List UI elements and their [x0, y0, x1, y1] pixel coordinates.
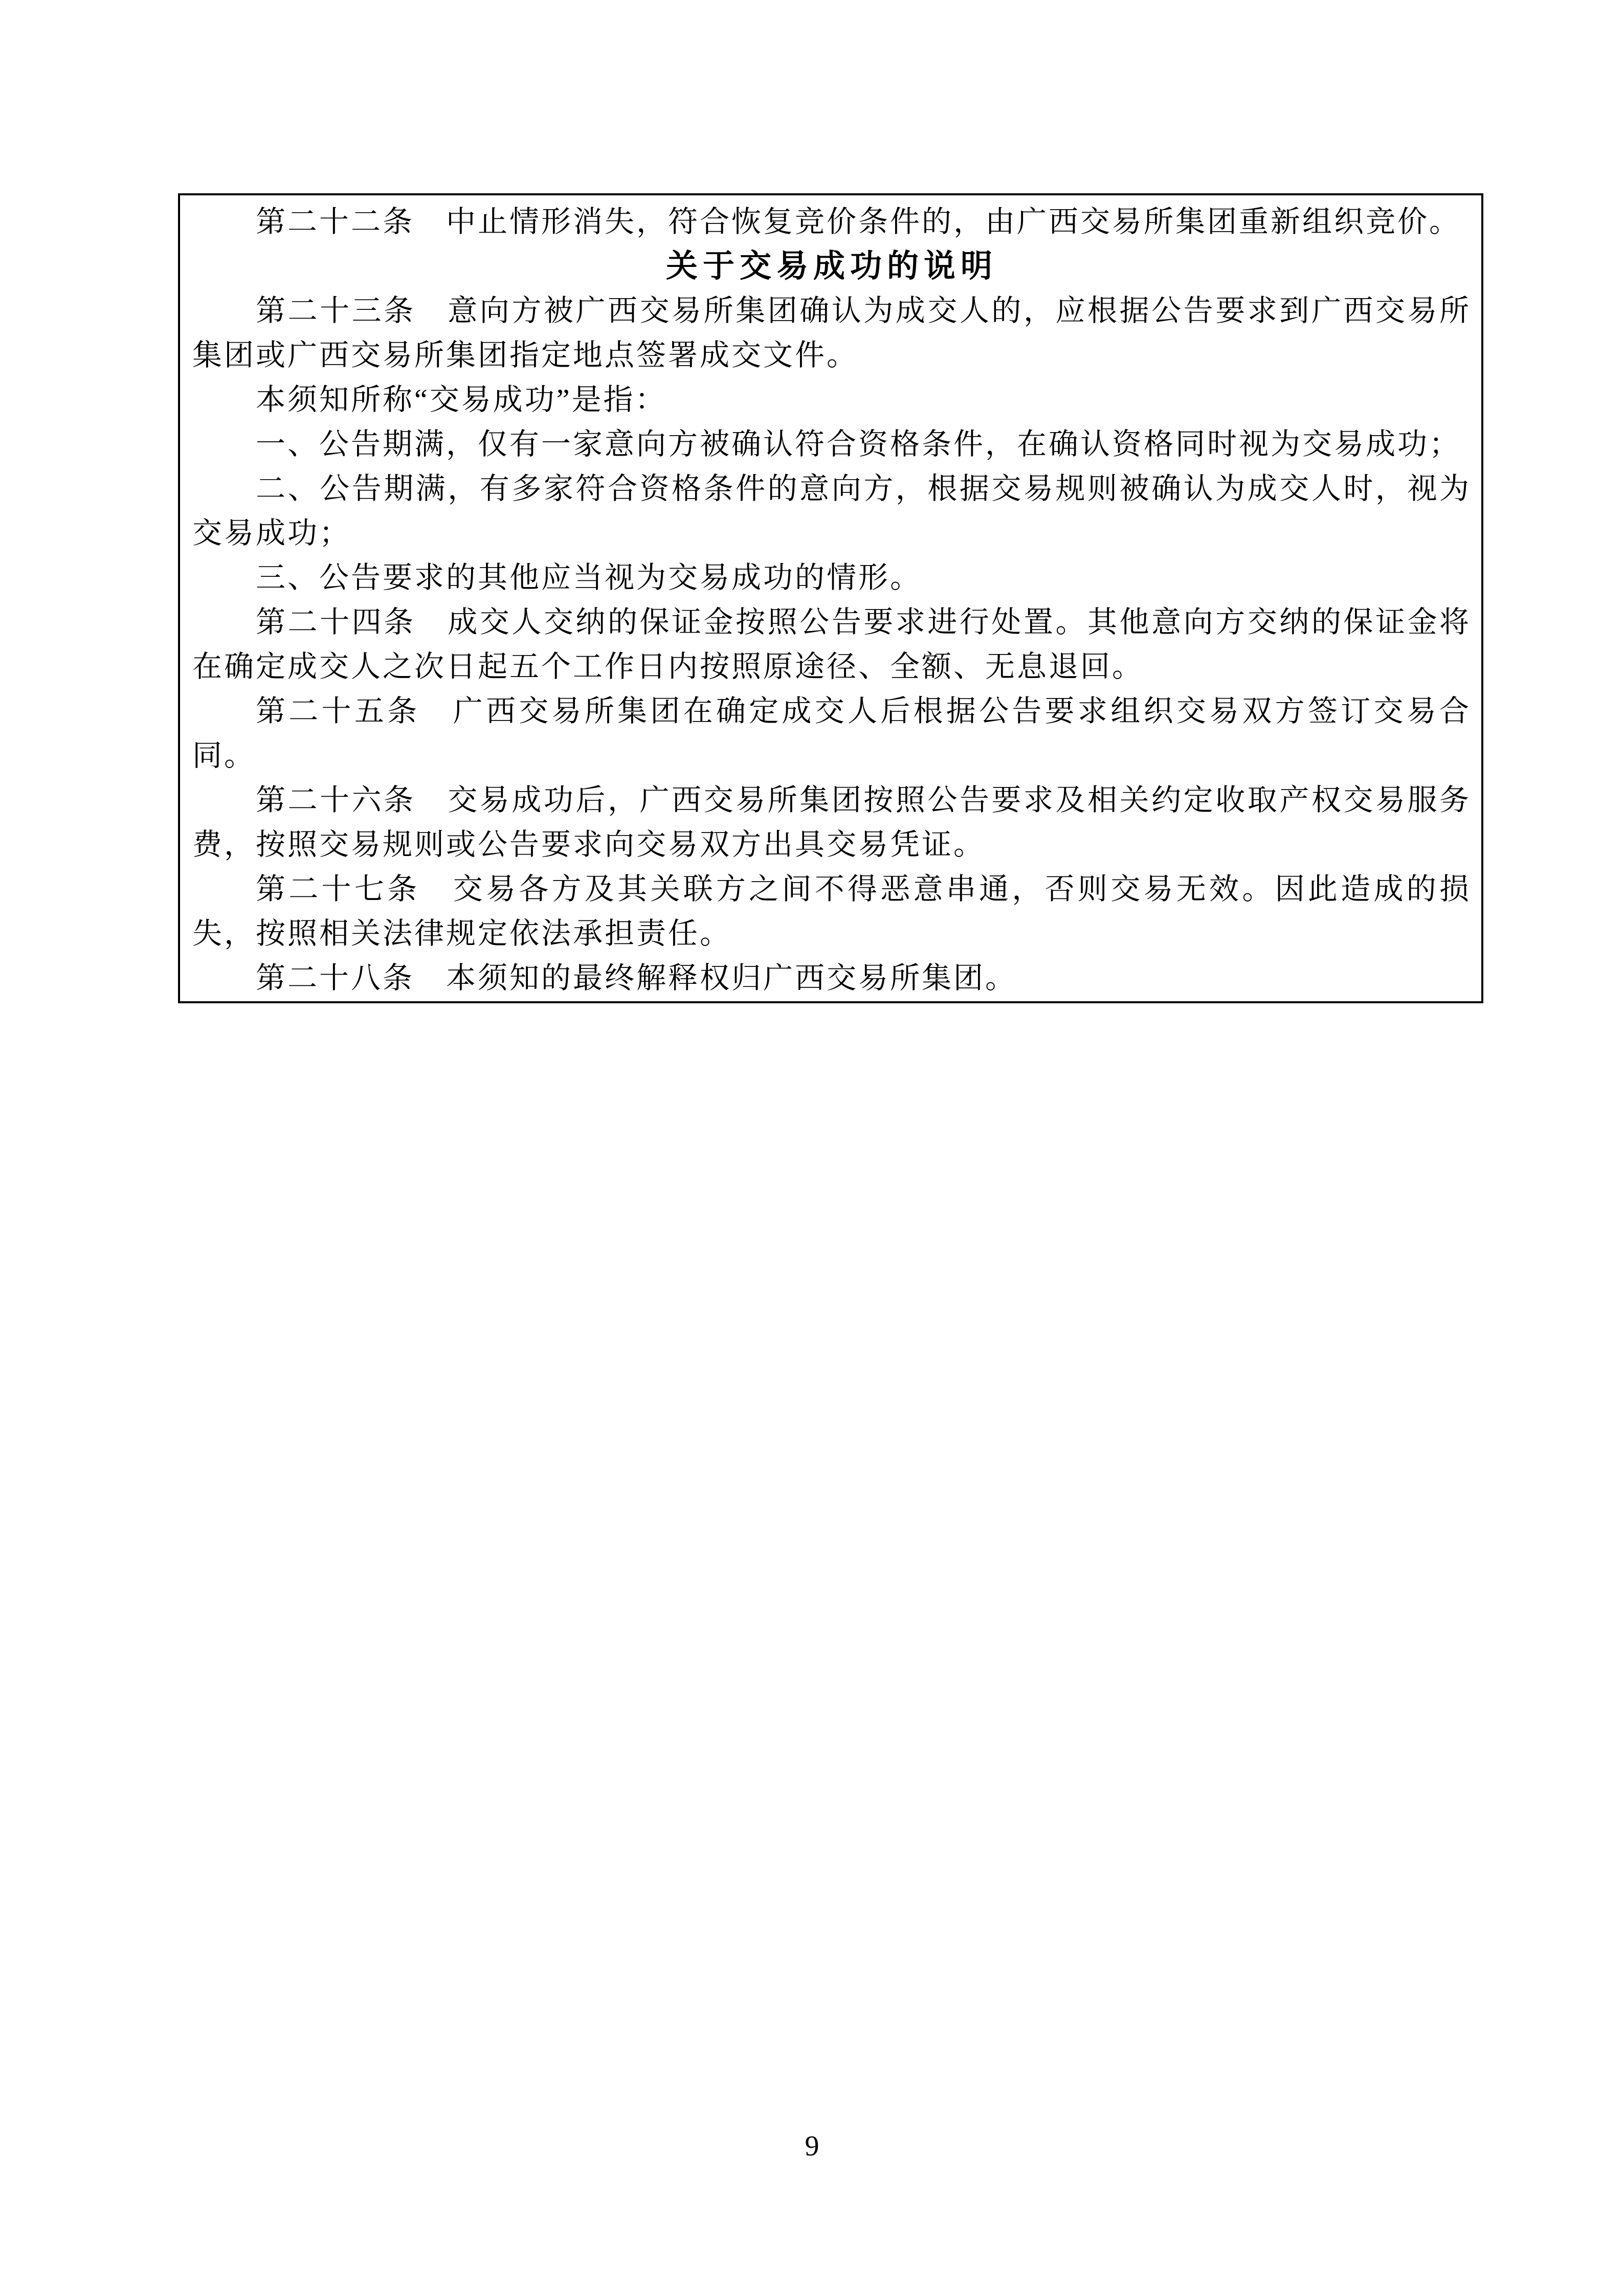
clause-paragraph: 第二十三条 意向方被广西交易所集团确认为成交人的，应根据公告要求到广西交易所集团或广西交易所集团指定地点签署成交文件。: [192, 294, 1471, 372]
section-heading: 关于交易成功的说明: [665, 249, 997, 284]
clause-paragraph: 第二十二条 中止情形消失，符合恢复竞价条件的，由广西交易所集团重新组织竞价。: [256, 205, 1461, 238]
clause-paragraph: 二、公告期满，有多家符合资格条件的意向方，根据交易规则被确认为成交人时，视为交易成功；: [192, 472, 1471, 550]
clause-paragraph: 本须知所称“交易成功”是指：: [256, 383, 667, 416]
clause-paragraph: 第二十五条 广西交易所集团在确定成交人后根据公告要求组织交易双方签订交易合同。: [192, 694, 1471, 772]
notice-text-box: [178, 193, 1483, 1003]
clause-paragraph: 第二十八条 本须知的最终解释权归广西交易所集团。: [256, 961, 1017, 995]
clause-paragraph: 第二十七条 交易各方及其关联方之间不得恶意串通，否则交易无效。因此造成的损失，按照相关法律规定依法承担责任。: [192, 872, 1471, 950]
clause-paragraph: 第二十四条 成交人交纳的保证金按照公告要求进行处置。其他意向方交纳的保证金将在确定成交人之次日起五个工作日内按照原途径、全额、无息退回。: [192, 605, 1471, 683]
clause-paragraph: 三、公告要求的其他应当视为交易成功的情形。: [256, 561, 922, 594]
page-number: 9: [805, 2130, 819, 2162]
clause-paragraph: 第二十六条 交易成功后，广西交易所集团按照公告要求及相关约定收取产权交易服务费，按照交易规则或公告要求向交易双方出具交易凭证。: [192, 783, 1471, 861]
clause-paragraph: 一、公告期满，仅有一家意向方被确认符合资格条件，在确认资格同时视为交易成功；: [256, 427, 1461, 461]
